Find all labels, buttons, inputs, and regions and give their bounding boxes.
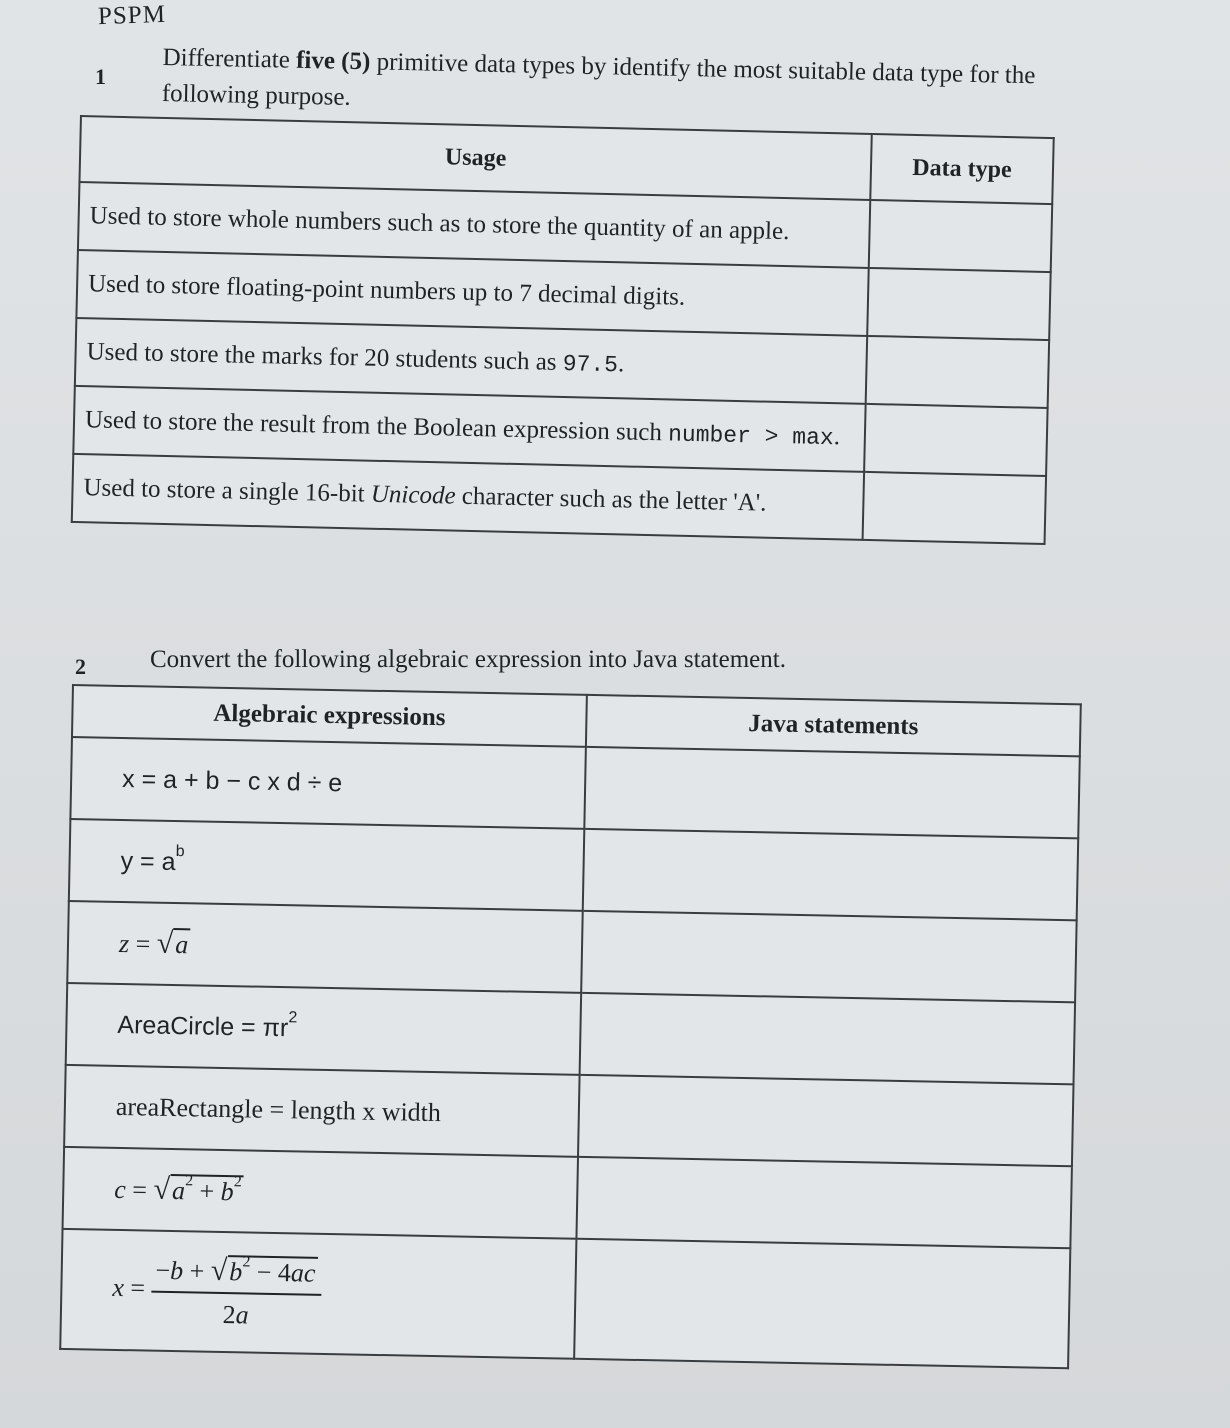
java-statement-answer-cell[interactable] xyxy=(574,1239,1070,1368)
usage-text-end: . xyxy=(833,423,841,451)
usage-italic: Unicode xyxy=(370,480,456,510)
usage-text: Used to store a single 16-bit xyxy=(83,474,372,508)
usage-code: number > max xyxy=(667,421,835,452)
statements-header: Java statements xyxy=(586,695,1081,756)
data-type-answer-cell[interactable] xyxy=(866,336,1049,408)
expression-rendered: $c = √a^2 + b^2$ xyxy=(114,1172,242,1207)
java-statement-answer-cell[interactable] xyxy=(581,911,1076,1002)
data-type-table xyxy=(71,115,1055,545)
expression-cell xyxy=(63,1147,578,1239)
java-statement-answer-cell[interactable] xyxy=(580,993,1075,1084)
question-2-text: Convert the following algebraic expression into Java statement. xyxy=(150,646,786,673)
expression-rendered: x = $\frac{-b + √b^2 - 4ac}{2a}$ xyxy=(112,1273,321,1306)
usage-text: Used to store the result from the Boolean expression such xyxy=(84,406,669,447)
data-type-answer-cell[interactable] xyxy=(867,268,1050,340)
expression-cell xyxy=(70,737,585,829)
java-statement-answer-cell[interactable] xyxy=(576,1157,1071,1248)
table-row xyxy=(60,1229,1070,1368)
java-statement-answer-cell[interactable] xyxy=(578,1075,1073,1166)
data-type-header: Data type xyxy=(870,134,1053,204)
expression-cell xyxy=(69,819,584,911)
question-1-number: 1 xyxy=(95,64,106,89)
question-1-text-b: primitive data types by identify the most suitable data type for the following purpose. xyxy=(161,48,1036,111)
usage-text: Used to store floating-point numbers up to 7 decimal digits. xyxy=(87,270,686,311)
question-1-text-bold: five (5) xyxy=(295,46,371,76)
question-2-number: 2 xyxy=(75,654,86,679)
expression-cell xyxy=(66,983,581,1075)
header-label: PSPM xyxy=(97,0,167,31)
usage-text: Used to store the marks for 20 students such as xyxy=(86,338,564,377)
expression-rendered: AreaCircle = $\pi r^2$ xyxy=(117,1009,298,1042)
usage-text: Used to store whole numbers such as to store the quantity of an apple. xyxy=(89,202,790,246)
expression-cell xyxy=(67,901,582,993)
expressions-header: Algebraic expressions xyxy=(72,685,587,747)
expression-cell xyxy=(64,1065,579,1157)
usage-code: 97.5 xyxy=(562,351,619,379)
expression-text: areaRectangle = length x width xyxy=(115,1091,442,1128)
data-type-answer-cell[interactable] xyxy=(869,200,1052,272)
java-statement-table xyxy=(59,684,1082,1369)
java-statement-answer-cell[interactable] xyxy=(584,747,1079,838)
usage-text-end: character such as the letter 'A'. xyxy=(455,482,767,517)
data-type-answer-cell[interactable] xyxy=(863,472,1046,544)
expression-cell xyxy=(60,1229,576,1359)
usage-header: Usage xyxy=(79,116,871,200)
java-statement-answer-cell[interactable] xyxy=(583,829,1078,920)
usage-text-end: . xyxy=(617,350,625,378)
expression-rendered: $y = a^b$ xyxy=(120,843,185,876)
question-1-text xyxy=(161,40,1102,132)
question-1-text-a: Differentiate xyxy=(162,43,297,74)
expression-text: x = a + b − c x d ÷ e xyxy=(121,764,343,797)
data-type-answer-cell[interactable] xyxy=(864,404,1047,476)
expression-rendered: z = √a xyxy=(119,929,191,959)
